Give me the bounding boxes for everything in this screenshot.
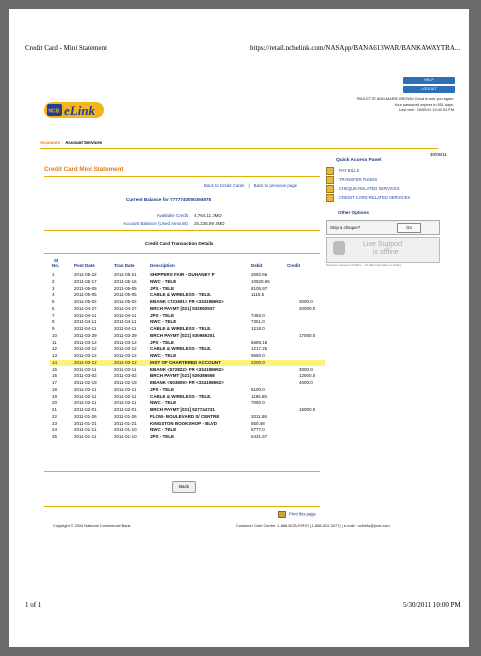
table-row xyxy=(50,387,325,394)
cell-post: 2011-02-19 xyxy=(74,380,97,385)
cell-debit: 5689.18 xyxy=(251,339,268,345)
table-bottom-rule xyxy=(44,471,320,472)
table-row xyxy=(50,279,325,286)
print-header-url: https://retail.ncbelink.com/NASApp/BANA613WAR/BANKAWAYTRA... xyxy=(250,44,461,52)
cell-debit: 1217.25 xyxy=(251,346,268,352)
footer-rule xyxy=(44,506,320,507)
table-row xyxy=(50,326,325,333)
greeting-line2: Your password expires in 551 days. xyxy=(394,102,454,107)
table-row xyxy=(50,414,325,421)
cell-tran: 2011-05-05 xyxy=(114,292,137,298)
copyright: Copyright © 2004 National Commercial Bank. xyxy=(53,523,132,528)
cell-tran: 2011-05-21 xyxy=(114,272,137,277)
cell-post: 2011-03-12 xyxy=(74,346,97,352)
back-to-credit-cards-link[interactable]: Back to Credit Cards xyxy=(204,183,245,188)
table-row xyxy=(50,394,325,401)
greeting xyxy=(357,97,454,114)
cell-no: 23 xyxy=(52,420,58,426)
cell-debit: 10520.65 xyxy=(251,278,270,284)
cell-desc: JPS - TELE xyxy=(150,285,175,291)
cell-post: 2011-03-29 xyxy=(74,332,97,338)
table-row xyxy=(50,340,325,347)
current-date: 30/05/11 xyxy=(430,152,447,157)
cell-no: 11 xyxy=(52,339,57,345)
cell-debit: 5777.0 xyxy=(251,427,265,433)
quick-item-label: CHEQUE-RELATED SERVICES xyxy=(339,186,400,191)
quick-item-label: PAY BILLS xyxy=(339,168,360,173)
table-row xyxy=(50,272,325,279)
print-page-link[interactable] xyxy=(278,511,316,518)
cell-post: 2011-04-11 xyxy=(74,326,97,331)
cell-credit: 20000.0 xyxy=(299,305,316,311)
nav-account-services[interactable]: Account Services xyxy=(65,140,103,145)
cell-no: 13 xyxy=(52,353,58,358)
cell-debit: 2200.0 xyxy=(251,359,265,365)
quick-access-title: Quick Access Panel xyxy=(336,158,382,163)
stop-cheque-label: Stop a cheque? xyxy=(330,225,361,230)
cell-debit: 2011.88 xyxy=(251,413,267,419)
cell-desc: EBANK <572822> FR <334198692> xyxy=(150,366,224,372)
table-row xyxy=(50,319,325,326)
cell-no: 19 xyxy=(52,393,58,399)
nav-rule xyxy=(40,148,438,149)
cell-post: 2011-05-05 xyxy=(74,292,97,298)
cell-credit: 4000.0 xyxy=(299,380,313,385)
nav-accounts[interactable]: Accounts xyxy=(40,140,61,145)
pay-bills-icon xyxy=(326,167,334,175)
cell-no: 14 xyxy=(52,359,58,365)
cell-desc: EBANK <503809> FR <334198692> xyxy=(150,380,224,385)
quick-credit-card-services[interactable] xyxy=(324,193,436,202)
cell-tran: 2011-01-21 xyxy=(114,420,137,426)
cell-no: 1 xyxy=(52,272,55,277)
cell-tran: 2011-01-10 xyxy=(114,434,137,439)
cell-credit: 3000.0 xyxy=(299,366,313,372)
back-links xyxy=(204,183,297,188)
cell-no: 3 xyxy=(52,285,55,291)
col-post-date: Post Date xyxy=(74,263,95,268)
cell-tran: 2011-04-27 xyxy=(114,305,137,311)
col-debit: Debit xyxy=(251,263,263,268)
account-balance-label: Account Balance (Used Amount) xyxy=(122,221,188,226)
cell-post: 2011-02-01 xyxy=(74,407,97,412)
cell-tran: 2011-05-02 xyxy=(114,299,137,304)
cell-post: 2011-03-12 xyxy=(74,359,97,365)
cell-debit: 7463.0 xyxy=(251,312,265,318)
cell-tran: 2011-02-11 xyxy=(114,386,137,392)
title-rule xyxy=(44,176,320,177)
credit-card-icon xyxy=(326,194,334,202)
cell-post: 2011-01-11 xyxy=(74,434,97,439)
svg-text:NCB: NCB xyxy=(48,108,60,115)
table-top-rule xyxy=(44,253,320,254)
cell-desc: NWC - TELE xyxy=(150,353,177,358)
cell-desc: BRCH PAYMT [021] 530985201 xyxy=(150,332,215,338)
available-credit-label: Available Credit xyxy=(156,213,188,218)
cell-credit: 17000.0 xyxy=(299,332,316,338)
cell-no: 6 xyxy=(52,305,55,311)
cell-post: 2011-02-11 xyxy=(74,400,97,406)
cell-desc: JPS - TELE xyxy=(150,434,175,439)
col-no: No. xyxy=(52,263,60,268)
cell-no: 21 xyxy=(52,407,58,412)
cell-tran: 2011-01-10 xyxy=(114,427,137,433)
transfer-icon xyxy=(326,176,334,184)
table-row xyxy=(50,333,325,340)
cheque-icon xyxy=(326,185,334,193)
cell-tran: 2011-03-12 xyxy=(114,353,137,358)
col-credit: Credit xyxy=(287,263,301,268)
main-nav xyxy=(40,140,102,145)
cell-post: 2011-04-11 xyxy=(74,319,97,325)
cell-no: 2 xyxy=(52,278,55,284)
greeting-line1: PAULETTE ANN-MARIE BROWN Good to see you again. xyxy=(356,97,454,101)
table-row xyxy=(50,360,325,367)
cell-desc: CABLE & WIRELESS - TELE. xyxy=(150,292,212,298)
cell-debit: 6431.67 xyxy=(251,434,268,439)
cell-desc: CABLE & WIRELESS - TELE. xyxy=(150,326,212,331)
cell-post: 2011-03-11 xyxy=(74,366,97,372)
cell-post: 2011-03-02 xyxy=(74,373,97,379)
current-balance-heading: Current Balance for 7777740000394978 xyxy=(126,197,212,202)
cell-tran: 2011-03-12 xyxy=(114,359,137,365)
cell-post: 2011-03-12 xyxy=(74,339,97,345)
cell-no: 16 xyxy=(52,373,58,379)
live-support-panel[interactable] xyxy=(326,237,440,263)
table-row xyxy=(50,286,325,293)
customer-care: Customer Care Centre: 1-888-NCB-FIRST (1-888-622-3477) | e-mail : ncbinfo@jncb.com xyxy=(236,523,390,528)
cell-debit: 1185.85 xyxy=(251,393,267,399)
cell-post: 2011-02-11 xyxy=(74,386,97,392)
cell-tran: 2011-05-16 xyxy=(114,278,137,284)
back-to-previous-page-link[interactable]: Back to previous page xyxy=(253,183,298,188)
print-header-title: Credit Card - Mini Statement xyxy=(25,44,108,52)
cell-post: 2011-04-11 xyxy=(74,312,97,318)
cell-tran: 2011-03-12 xyxy=(114,346,137,352)
cell-tran: 2011-03-11 xyxy=(114,366,137,372)
cell-post: 2011-04-27 xyxy=(74,305,97,311)
col-description: Description xyxy=(150,263,175,268)
print-page-label: Print this page xyxy=(289,511,316,517)
stop-cheque-box xyxy=(326,220,440,235)
quick-transfer-funds[interactable] xyxy=(324,175,436,184)
live-support-hours: Chat live between 5:30pm - 10:00pm Monday to Friday xyxy=(326,263,402,267)
live-support-line1: Live Support xyxy=(363,241,403,248)
cell-debit: 1116.5 xyxy=(251,292,265,298)
table-row xyxy=(50,299,325,306)
cell-desc: BRCH PAYMT [021] 527744731 xyxy=(150,407,215,412)
cell-no: 12 xyxy=(52,346,58,352)
table-row xyxy=(50,353,325,360)
cell-credit: 16000.0 xyxy=(299,407,316,412)
cell-no: 8 xyxy=(52,319,55,325)
cell-post: 2011-05-17 xyxy=(74,278,97,284)
cell-desc: EBANK <721691> FR <334198692> xyxy=(150,299,224,304)
logout-button[interactable]: LOGOUT xyxy=(403,86,455,93)
quick-pay-bills[interactable] xyxy=(324,166,436,175)
quick-item-label: TRANSFER FUNDS xyxy=(339,177,378,182)
col-sl: Sl xyxy=(54,258,59,263)
go-button[interactable]: Go xyxy=(397,223,421,233)
cell-tran: 2011-01-26 xyxy=(114,413,137,419)
table-row xyxy=(50,306,325,313)
link-separator: | xyxy=(248,183,250,188)
cell-tran: 2011-05-05 xyxy=(114,285,137,291)
cell-tran: 2011-03-12 xyxy=(114,339,137,345)
table-row xyxy=(50,380,325,387)
cell-tran: 2011-02-19 xyxy=(114,380,137,385)
page-title: Credit Card Mini Statement xyxy=(44,166,124,173)
help-button[interactable]: HELP xyxy=(403,77,455,84)
cell-desc: CABLE & WIRELESS - TELE. xyxy=(150,346,212,352)
cell-no: 7 xyxy=(52,312,55,318)
printer-icon xyxy=(278,511,286,518)
cell-desc: JPS - TELE xyxy=(150,339,175,345)
cell-post: 2011-01-21 xyxy=(74,420,97,426)
cell-no: 25 xyxy=(52,434,58,439)
table-title: Credit Card Transaction Details xyxy=(145,241,214,246)
table-row xyxy=(50,427,325,434)
cell-desc: KINGSTON BOOKSHOP - BLVD xyxy=(150,420,218,426)
cell-no: 15 xyxy=(52,366,58,372)
support-person-icon xyxy=(333,241,345,255)
cell-desc: JPS - TELE xyxy=(150,386,175,392)
quick-item-label: CREDIT CARD-RELATED SERVICES xyxy=(339,195,411,200)
account-balance-value: 25,235.89 JMD xyxy=(194,221,225,226)
cell-credit: 12500.0 xyxy=(299,373,316,379)
cell-no: 17 xyxy=(52,380,58,385)
back-button[interactable]: Back xyxy=(172,481,196,493)
cell-debit: 2692.66 xyxy=(251,272,268,277)
other-options-title: Other Options xyxy=(338,210,369,215)
cell-debit: 8105.97 xyxy=(251,285,268,291)
cell-tran: 2011-04-11 xyxy=(114,326,137,331)
cell-post: 2011-02-11 xyxy=(74,393,97,399)
cell-desc: FLOW- BOULEVARD S/ CENTRE xyxy=(150,413,220,419)
cell-debit: 1218.0 xyxy=(251,326,265,331)
cell-desc: CABLE & WIRELESS - TELE. xyxy=(150,393,212,399)
available-credit-value: 4,764.11 JMD xyxy=(194,213,222,218)
cell-desc: SHIPPERS FAIR - DUHANEY P xyxy=(150,272,215,277)
cell-tran: 2011-02-01 xyxy=(114,407,137,412)
cell-post: 2011-01-26 xyxy=(74,413,97,419)
table-row xyxy=(50,292,325,299)
cell-tran: 2011-03-02 xyxy=(114,373,137,379)
live-support-line2: is offline xyxy=(373,249,399,256)
cell-debit: 550.48 xyxy=(251,420,265,426)
cell-tran: 2011-02-11 xyxy=(114,393,137,399)
table-row xyxy=(50,421,325,428)
table-row xyxy=(50,434,325,441)
cell-post: 2011-01-11 xyxy=(74,427,97,433)
table-row xyxy=(50,407,325,414)
balance-rule xyxy=(44,230,320,231)
cell-no: 18 xyxy=(52,386,58,392)
table-row xyxy=(50,400,325,407)
cell-desc: NWC - TELE xyxy=(150,319,177,325)
cell-no: 4 xyxy=(52,292,55,298)
cell-post: 2011-05-02 xyxy=(74,299,97,304)
cell-desc: JPS - TELE xyxy=(150,312,175,318)
cell-desc: NWC - TELE xyxy=(150,400,177,406)
cell-desc: BRCH PAYMT [021] 532592937 xyxy=(150,305,215,311)
cell-no: 24 xyxy=(52,427,58,433)
cell-tran: 2011-04-11 xyxy=(114,319,137,325)
cell-debit: 7351.0 xyxy=(251,319,265,325)
ncb-elink-logo xyxy=(44,100,104,120)
cell-no: 22 xyxy=(52,413,58,419)
cell-tran: 2011-02-11 xyxy=(114,400,137,406)
svg-text:eLink: eLink xyxy=(64,103,96,118)
cell-tran: 2011-03-29 xyxy=(114,332,137,338)
print-footer-datetime: 5/30/2011 10:00 PM xyxy=(403,601,461,609)
quick-cheque-services[interactable] xyxy=(324,184,436,193)
cell-no: 5 xyxy=(52,299,55,304)
cell-tran: 2011-04-11 xyxy=(114,312,137,318)
col-tran-date: Tran Date xyxy=(114,263,135,268)
quick-access-panel xyxy=(324,158,436,202)
cell-desc: NWC - TELE xyxy=(150,278,177,284)
cell-no: 10 xyxy=(52,332,58,338)
cell-no: 20 xyxy=(52,400,58,406)
print-footer-page: 1 of 1 xyxy=(25,601,42,609)
cell-debit: 9550.0 xyxy=(251,353,265,358)
table-row xyxy=(50,346,325,353)
cell-post: 2011-03-12 xyxy=(74,353,97,358)
cell-desc: BRCH PAYMT [021] 529386558 xyxy=(150,373,215,379)
table-row xyxy=(50,367,325,374)
cell-debit: 7050.0 xyxy=(251,400,265,406)
table-row xyxy=(50,313,325,320)
cell-no: 9 xyxy=(52,326,55,331)
cell-desc: NWC - TELE xyxy=(150,427,177,433)
table-row xyxy=(50,373,325,380)
cell-credit: 3000.0 xyxy=(299,299,313,304)
cell-debit: 6100.0 xyxy=(251,386,265,392)
cell-desc: INST OF CHARTERED ACCOUNT xyxy=(150,359,221,365)
cell-post: 2011-05-05 xyxy=(74,285,97,291)
greeting-line3: Last visit : 16/05/11 10:42:04 PM xyxy=(398,108,454,112)
cell-post: 2011-05-22 xyxy=(74,272,97,277)
